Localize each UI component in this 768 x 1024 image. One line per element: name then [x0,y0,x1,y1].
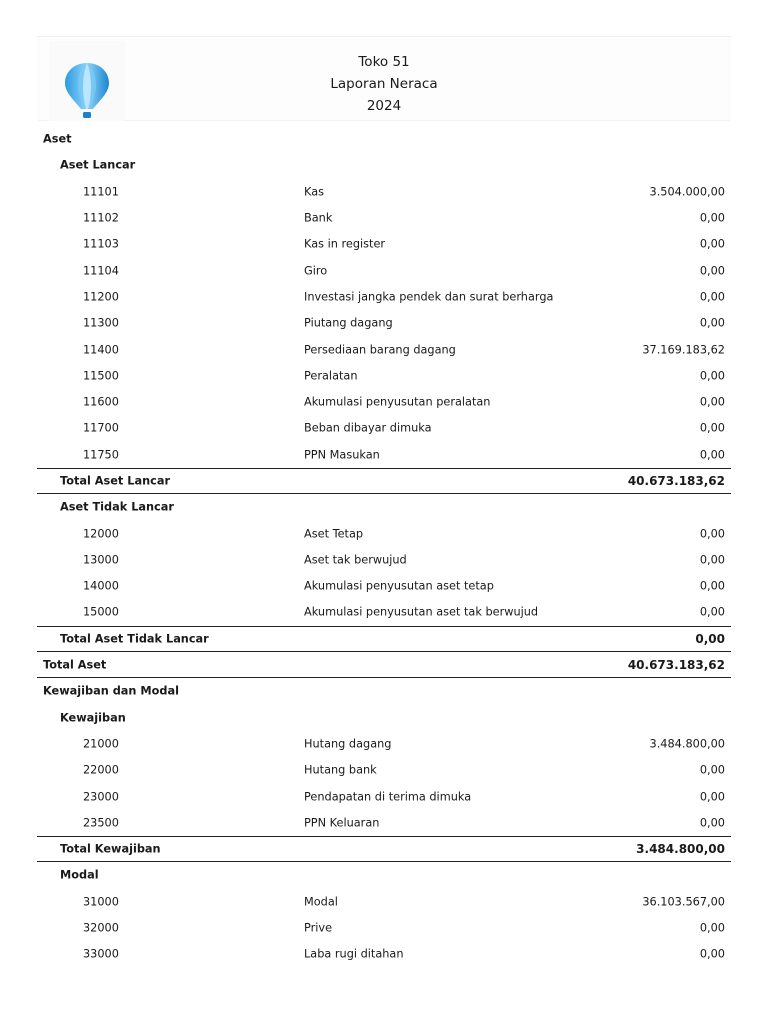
total-value: 3.484.800,00 [636,842,725,857]
subsection-aset-lancar-label: Aset Lancar [60,158,136,172]
total-row [37,468,731,494]
account-row [37,179,731,205]
subsection-heading [37,705,731,731]
account-code: 11750 [83,448,119,462]
account-row [37,941,731,967]
account-code: 11103 [83,237,119,251]
account-name: Hutang dagang [304,737,392,751]
account-value: 0,00 [699,921,725,935]
account-row [37,257,731,283]
account-name: Akumulasi penyusutan aset tetap [304,579,494,593]
account-row [37,915,731,941]
account-value: 0,00 [699,316,725,330]
account-name: Kas in register [304,237,386,251]
account-name: Akumulasi penyusutan peralatan [304,395,491,409]
account-value: 0,00 [699,448,725,462]
account-value: 0,00 [699,790,725,804]
subsection-aset-tidak-lancar-label: Aset Tidak Lancar [60,500,174,514]
account-value: 0,00 [699,816,725,830]
account-value: 36.103.567,00 [642,895,725,909]
account-row [37,783,731,809]
account-name: Aset tak berwujud [304,553,407,567]
report-title: Laporan Neraca [330,76,438,92]
account-row [37,442,731,468]
account-row [37,389,731,415]
account-value: 0,00 [699,369,725,383]
account-name: Hutang bank [304,763,377,777]
report-year: 2024 [366,98,402,114]
section-heading [37,126,731,152]
account-name: Aset Tetap [304,527,364,541]
account-row [37,310,731,336]
account-value: 0,00 [699,553,725,567]
account-name: Investasi jangka pendek dan surat berharga [304,290,554,304]
account-code: 15000 [83,605,119,619]
account-value: 0,00 [699,605,725,619]
account-value: 0,00 [699,763,725,777]
account-name: Giro [304,264,328,278]
account-name: Prive [304,921,333,935]
account-row [37,336,731,362]
account-row [37,231,731,257]
grand-total-row [37,652,731,678]
section-aset-label: Aset [43,132,72,146]
balance-sheet [37,126,731,968]
account-row [37,205,731,231]
account-value: 0,00 [699,579,725,593]
account-value: 0,00 [699,421,725,435]
account-name: Peralatan [304,369,358,383]
account-code: 11300 [83,316,119,330]
account-value: 0,00 [699,211,725,225]
account-name: PPN Keluaran [304,816,380,830]
account-value: 0,00 [699,527,725,541]
account-code: 11200 [83,290,119,304]
account-value: 0,00 [699,264,725,278]
account-row [37,284,731,310]
account-name: PPN Masukan [304,448,380,462]
account-code: 33000 [83,947,119,961]
account-value: 0,00 [699,395,725,409]
account-row [37,363,731,389]
account-name: Laba rugi ditahan [304,947,404,961]
company-name: Toko 51 [358,54,410,70]
account-row [37,520,731,546]
account-code: 23500 [83,816,119,830]
grand-total-label: Total Aset [43,658,107,672]
account-name: Akumulasi penyusutan aset tak berwujud [304,605,539,619]
account-code: 32000 [83,921,119,935]
account-value: 0,00 [699,947,725,961]
account-name: Bank [304,211,333,225]
account-row [37,889,731,915]
account-code: 13000 [83,553,119,567]
account-code: 11101 [83,185,119,199]
account-value: 0,00 [699,237,725,251]
total-label: Total Aset Lancar [60,474,171,488]
section-heading [37,678,731,704]
account-row [37,415,731,441]
total-row [37,836,731,862]
account-name: Kas [304,185,325,199]
account-row [37,810,731,836]
account-code: 11500 [83,369,119,383]
account-code: 14000 [83,579,119,593]
account-name: Persediaan barang dagang [304,343,456,357]
account-code: 21000 [83,737,119,751]
account-name: Piutang dagang [304,316,393,330]
account-code: 11400 [83,343,119,357]
subsection-heading [37,494,731,520]
subsection-modal-label: Modal [60,868,99,882]
subsection-kewajiban-label: Kewajiban [60,711,126,725]
account-value: 37.169.183,62 [642,343,725,357]
account-code: 22000 [83,763,119,777]
total-label: Total Aset Tidak Lancar [60,632,209,646]
account-row [37,547,731,573]
subsection-heading [37,862,731,888]
account-code: 11700 [83,421,119,435]
total-value: 0,00 [695,631,725,646]
account-name: Modal [304,895,338,909]
account-code: 31000 [83,895,119,909]
account-code: 11102 [83,211,119,225]
grand-total-value: 40.673.183,62 [627,657,725,672]
total-label: Total Kewajiban [60,842,161,856]
account-code: 12000 [83,527,119,541]
total-value: 40.673.183,62 [627,474,725,488]
account-name: Pendapatan di terima dimuka [304,790,472,804]
account-row [37,573,731,599]
account-code: 23000 [83,790,119,804]
account-code: 11600 [83,395,119,409]
account-value: 3.484.800,00 [649,737,725,751]
account-row [37,599,731,625]
account-code: 11104 [83,264,119,278]
report-header [37,36,731,121]
subsection-heading [37,152,731,178]
account-row [37,731,731,757]
account-name: Beban dibayar dimuka [304,421,432,435]
account-value: 3.504.000,00 [649,185,725,199]
account-value: 0,00 [699,290,725,304]
account-row [37,757,731,783]
total-row [37,626,731,652]
section-kewajiban-modal-label: Kewajiban dan Modal [43,684,179,698]
